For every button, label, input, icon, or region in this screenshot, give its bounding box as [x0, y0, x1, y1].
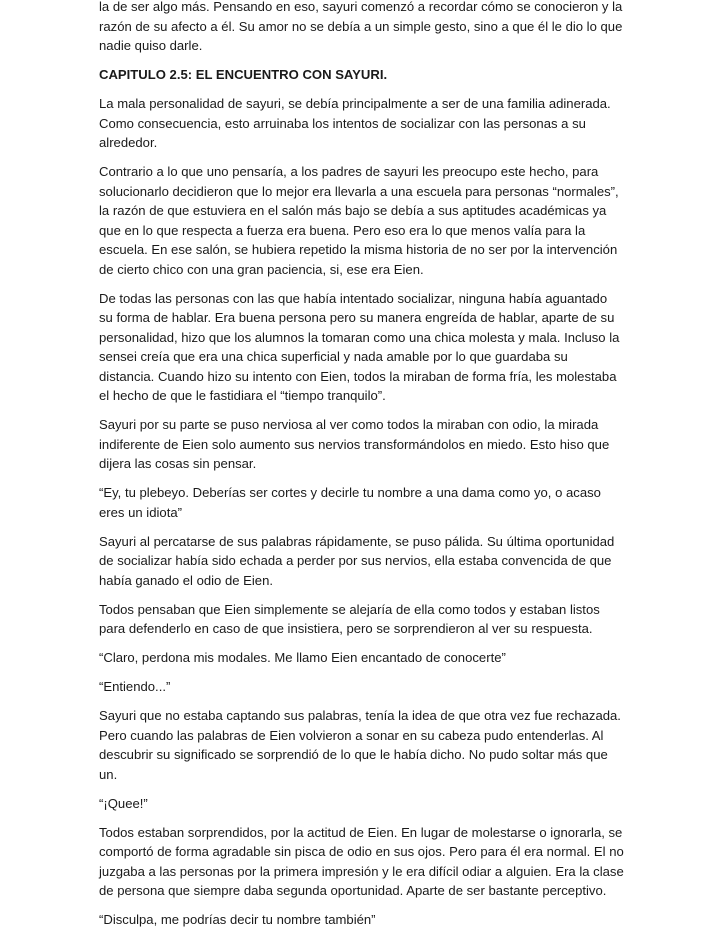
dialogue-paragraph: “¡Quee!” [99, 795, 148, 811]
document-body [99, 0, 624, 939]
paragraph: Todos estaban sorprendidos, por la actitud de Eien. En lugar de molestarse o ignorarla, se comportó de forma agradable sin pisca de odio en sus ojos. Pero para él era normal. El no juzgaba a las personas por la primera impresión y le era difícil odiar a alguien. Era la clase de persona que siempre daba segunda oportunidad. Aparte de ser bastante perceptivo. [99, 824, 624, 898]
dialogue-paragraph: “Claro, perdona mis modales. Me llamo Eien encantado de conocerte” [99, 650, 506, 665]
dialogue-paragraph: “Entiendo...” [99, 679, 171, 694]
chapter-title: CAPITULO 2.5: EL ENCUENTRO CON SAYURI. [99, 67, 388, 82]
paragraph: De todas las personas con las que había intentado socializar, ninguna había aguantado su forma de hablar. Era buena persona pero su manera engreída de hablar, aparte de su personalidad, hizo que los alumnos la tomaran como una chica molesta y mala. Incluso la sensei creía que era una chica superficial y nada amable por lo que guardaba su distancia. Cuando hizo su intento con Eien, todos la miraban de forma fría, les molestaba el hecho de que le fastidiara el “tiempo tranquilo”. [99, 290, 620, 403]
dialogue-paragraph: “Ey, tu plebeyo. Deberías ser cortes y decirle tu nombre a una dama como yo, o acaso eres un idiota” [99, 485, 601, 520]
paragraph: Todos pensaban que Eien simplemente se alejaría de ella como todos y estaban listos para defenderlo en caso de que insistiera, pero se sorprendieron al ver su respuesta. [99, 601, 600, 636]
paragraph: La mala personalidad de sayuri, se debía principalmente a ser de una familia adinerada. Como consecuencia, esto arruinaba los intentos de socializar con las personas a su alrededor. [99, 96, 611, 150]
paragraph: Sayuri al percatarse de sus palabras rápidamente, se puso pálida. Su última oportunidad de socializar había sido echada a perder por sus nervios, ella estaba convencida de que había ganado el odio de Eien. [99, 533, 615, 588]
paragraph: Contrario a lo que uno pensaría, a los padres de sayuri les preocupo este hecho, para solucionarlo decidieron que lo mejor era llevarla a una escuela para personas “normales”, la razón de que estuviera en el salón más bajo se debía a sus aptitudes académicas ya que en lo que respecta a fuerza era buena. Pero eso era lo que menos valía para la escuela. En ese salón, se hubiera repetido la misma historia de no ser por la intervención de cierto chico con una gran paciencia, si, ese era Eien. [99, 164, 619, 277]
intro-paragraph: la de ser algo más. Pensando en eso, sayuri comenzó a recordar cómo se conocieron y la razón de su afecto a él. Su amor no se debía a un simple gesto, sino a que él le dio lo que nadie quiso darle. [99, 0, 623, 53]
dialogue-paragraph: “Disculpa, me podrías decir tu nombre también” [99, 912, 376, 927]
paragraph: Sayuri por su parte se puso nerviosa al ver como todos la miraban con odio, la mirada indiferente de Eien solo aumento sus nervios transformándolos en miedo. Esto hiso que dijera las cosas sin pensar. [99, 417, 610, 471]
paragraph: Sayuri que no estaba captando sus palabras, tenía la idea de que otra vez fue rechazada. Pero cuando las palabras de Eien volvieron a sonar en su cabeza pudo entenderlas. Al descubrir su significado se sorprendió de lo que le había dicho. No pudo soltar más que un. [99, 708, 621, 782]
